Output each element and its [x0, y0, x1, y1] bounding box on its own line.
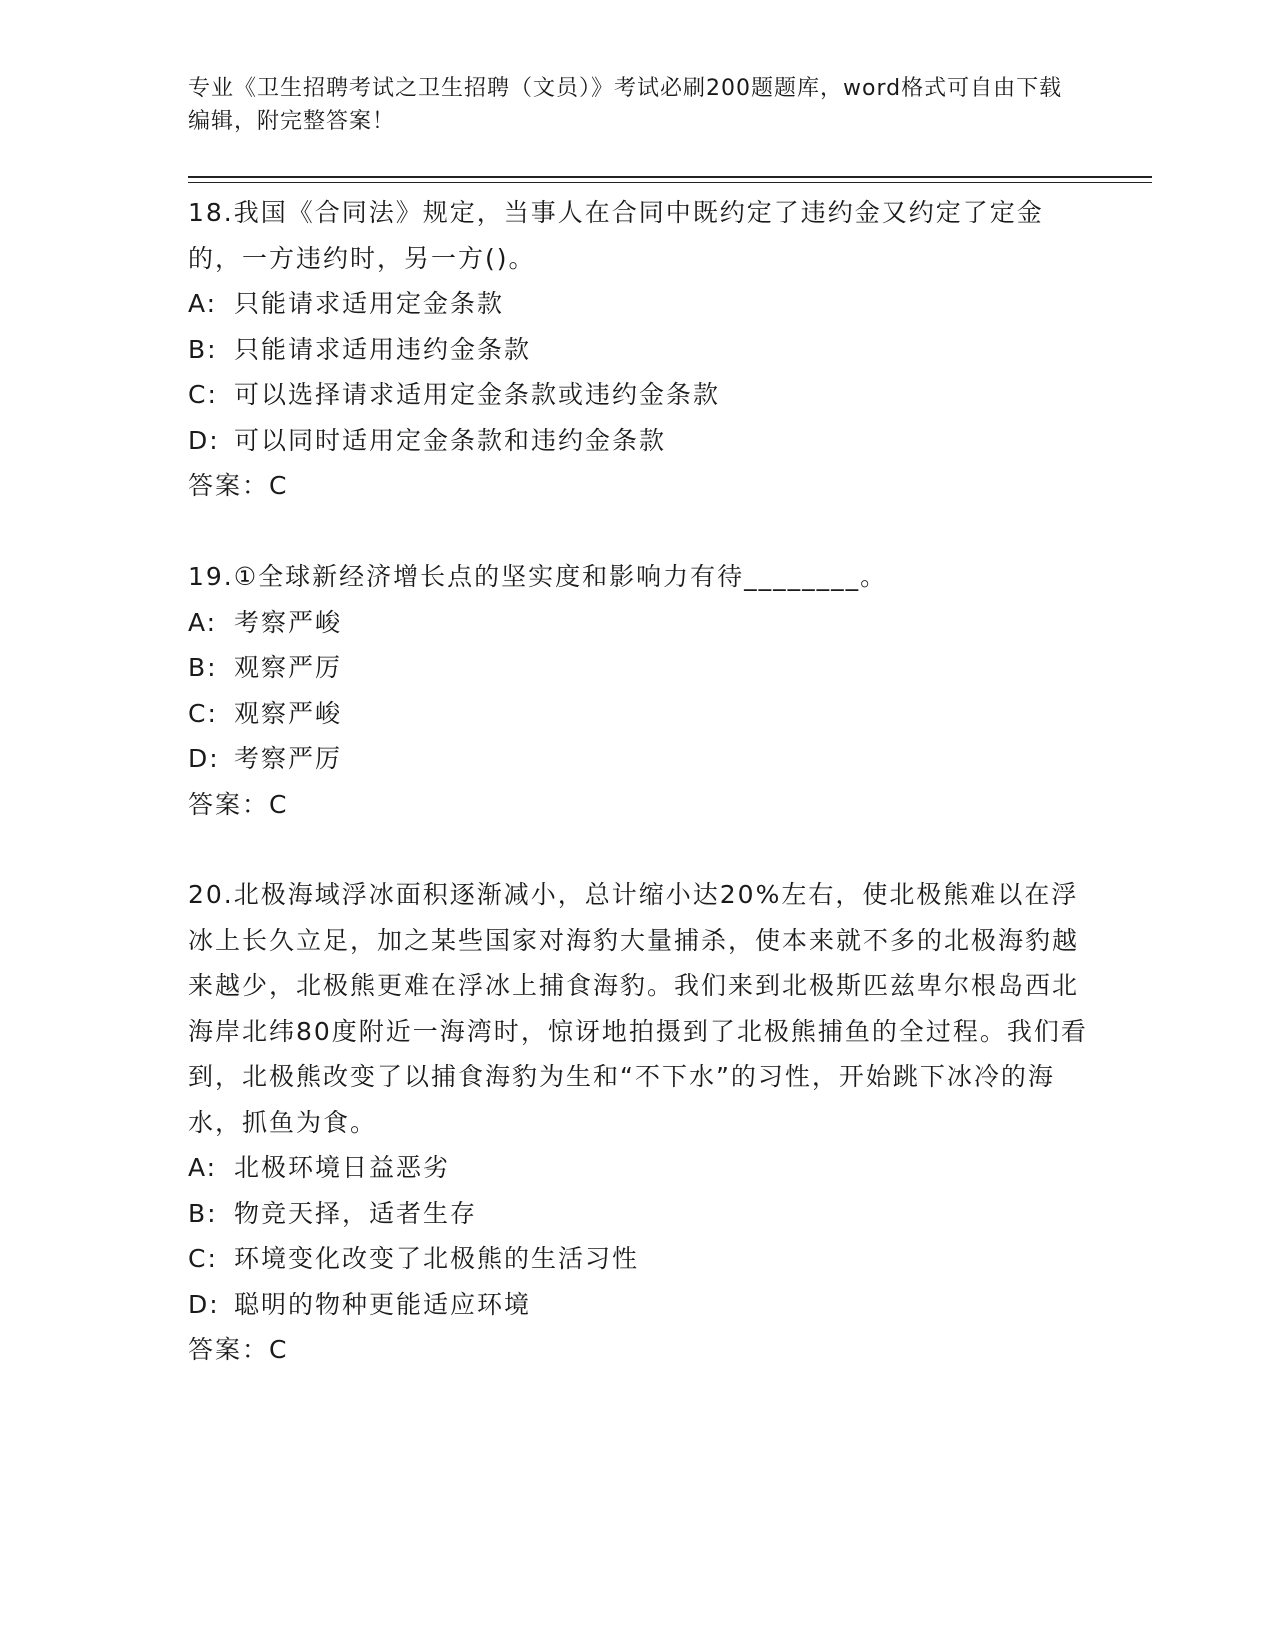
- option-b: [188, 1191, 1088, 1237]
- answer-line: 答案：C: [188, 471, 289, 500]
- option-text: 考察严厉: [234, 744, 343, 773]
- option-letter: D:: [188, 1289, 220, 1319]
- option-c: [188, 1236, 1088, 1282]
- option-text: 聪明的物种更能适应环境: [234, 1289, 532, 1319]
- option-c: [188, 372, 1088, 418]
- question-19: [188, 554, 1088, 827]
- header-divider-thin: [188, 182, 1152, 183]
- option-a: [188, 600, 1088, 646]
- option-a: [188, 1145, 1088, 1191]
- option-letter: C:: [188, 1244, 218, 1273]
- answer-line: 答案：C: [188, 789, 289, 819]
- header-text: 专业《卫生招聘考试之卫生招聘（文员）》考试必刷200题题库，word格式可自由下载编辑，附完整答案！: [188, 76, 1063, 134]
- option-letter: C:: [188, 380, 218, 409]
- option-text: 可以同时适用定金条款和违约金条款: [234, 425, 667, 455]
- option-letter: D:: [188, 425, 220, 455]
- option-letter: A:: [188, 289, 218, 318]
- option-text: 观察严厉: [234, 653, 343, 682]
- question-stem: 20.北极海域浮冰面积逐渐减小，总计缩小达20%左右，使北极熊难以在浮冰上长久立足，加之某些国家对海豹大量捕杀，使本来就不多的北极海豹越来越少，北极熊更难在浮冰上捕食海豹。我们来到北极斯匹兹卑尔根岛西北海岸北纬80度附近一海湾时，惊讶地拍摄到了北极熊捕鱼的全过程。我们看到，北极熊改变了以捕食海豹为生和“不下水”的习性，开始跳下冰冷的海水，抓鱼为食。: [188, 880, 1088, 1137]
- document-header: [188, 72, 1068, 138]
- option-text: 只能请求适用违约金条款: [234, 334, 532, 364]
- option-b: [188, 645, 1088, 691]
- question-stem: 18.我国《合同法》规定，当事人在合同中既约定了违约金又约定了定金的，一方违约时，另一方()。: [188, 198, 1044, 273]
- option-letter: B:: [188, 334, 218, 364]
- header-divider-thick: [188, 176, 1152, 178]
- answer-line: 答案：C: [188, 1335, 289, 1364]
- option-text: 只能请求适用定金条款: [234, 289, 505, 318]
- option-letter: B:: [188, 1198, 218, 1228]
- option-letter: D:: [188, 744, 220, 773]
- option-text: 考察严峻: [234, 607, 343, 637]
- option-letter: A:: [188, 1153, 218, 1182]
- option-letter: B:: [188, 653, 218, 682]
- question-20: [188, 872, 1088, 1373]
- option-text: 北极环境日益恶劣: [234, 1153, 451, 1182]
- option-text: 环境变化改变了北极熊的生活习性: [234, 1244, 640, 1273]
- option-text: 观察严峻: [234, 698, 343, 728]
- question-18: [188, 190, 1088, 509]
- option-text: 可以选择请求适用定金条款或违约金条款: [234, 380, 721, 409]
- option-d: [188, 1282, 1088, 1328]
- option-c: [188, 691, 1088, 737]
- option-a: [188, 281, 1088, 327]
- question-stem: 19.①全球新经济增长点的坚实度和影响力有待________。: [188, 562, 888, 591]
- option-d: [188, 418, 1088, 464]
- option-b: [188, 327, 1088, 373]
- option-letter: A:: [188, 607, 218, 637]
- option-letter: C:: [188, 698, 218, 728]
- option-d: [188, 736, 1088, 782]
- option-text: 物竞天择，适者生存: [234, 1198, 478, 1228]
